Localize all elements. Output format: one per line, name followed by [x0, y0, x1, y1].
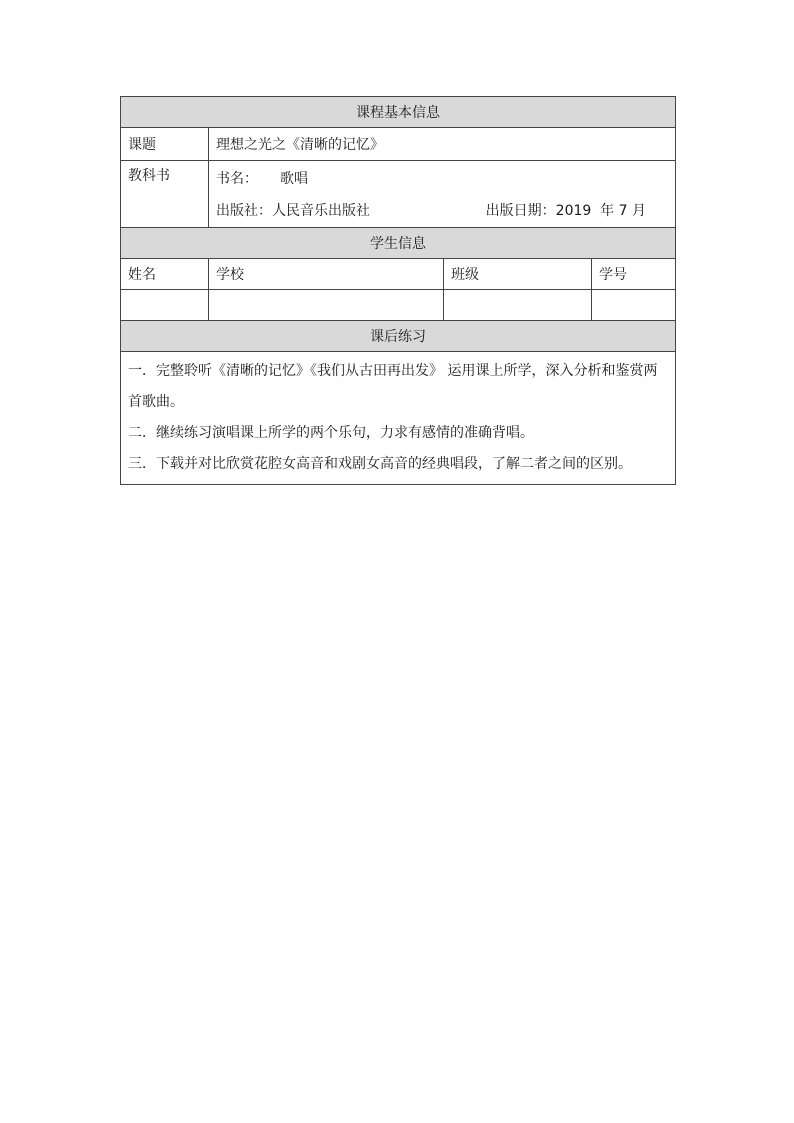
course-info-header: 课程基本信息 [121, 97, 676, 128]
book-name-value: 歌唱 [280, 171, 308, 187]
exercise-item: 二．继续练习演唱课上所学的两个乐句，力求有感情的准确背唱。 [128, 425, 534, 441]
publisher-line [216, 197, 668, 223]
textbook-label: 教科书 [121, 161, 209, 228]
student-id-field[interactable] [592, 290, 676, 321]
student-name-field[interactable] [121, 290, 209, 321]
publish-date: 出版日期：2019 年 7 月 [485, 203, 646, 219]
student-header-school: 学校 [209, 259, 444, 290]
book-name-line [216, 165, 668, 191]
homework-header: 课后练习 [121, 321, 676, 352]
student-header-id: 学号 [592, 259, 676, 290]
exercise-item: 三．下载并对比欣赏花腔女高音和戏剧女高音的经典唱段，了解二者之间的区别。 [128, 456, 632, 472]
student-class-field[interactable] [444, 290, 592, 321]
course-table [120, 96, 676, 485]
publisher: 出版社：人民音乐出版社 [216, 203, 370, 219]
course-info-sheet [120, 96, 675, 485]
book-name-label: 书名： [216, 171, 258, 187]
student-header-class: 班级 [444, 259, 592, 290]
student-school-field[interactable] [209, 290, 444, 321]
textbook-details [209, 161, 676, 228]
student-info-header: 学生信息 [121, 228, 676, 259]
homework-content [121, 352, 676, 485]
student-header-name: 姓名 [121, 259, 209, 290]
exercise-item: 一．完整聆听《清晰的记忆》《我们从古田再出发》 运用课上所学，深入分析和鉴赏两首歌曲。 [128, 363, 658, 410]
topic-label: 课题 [121, 128, 209, 161]
topic-value: 理想之光之《清晰的记忆》 [209, 128, 676, 161]
